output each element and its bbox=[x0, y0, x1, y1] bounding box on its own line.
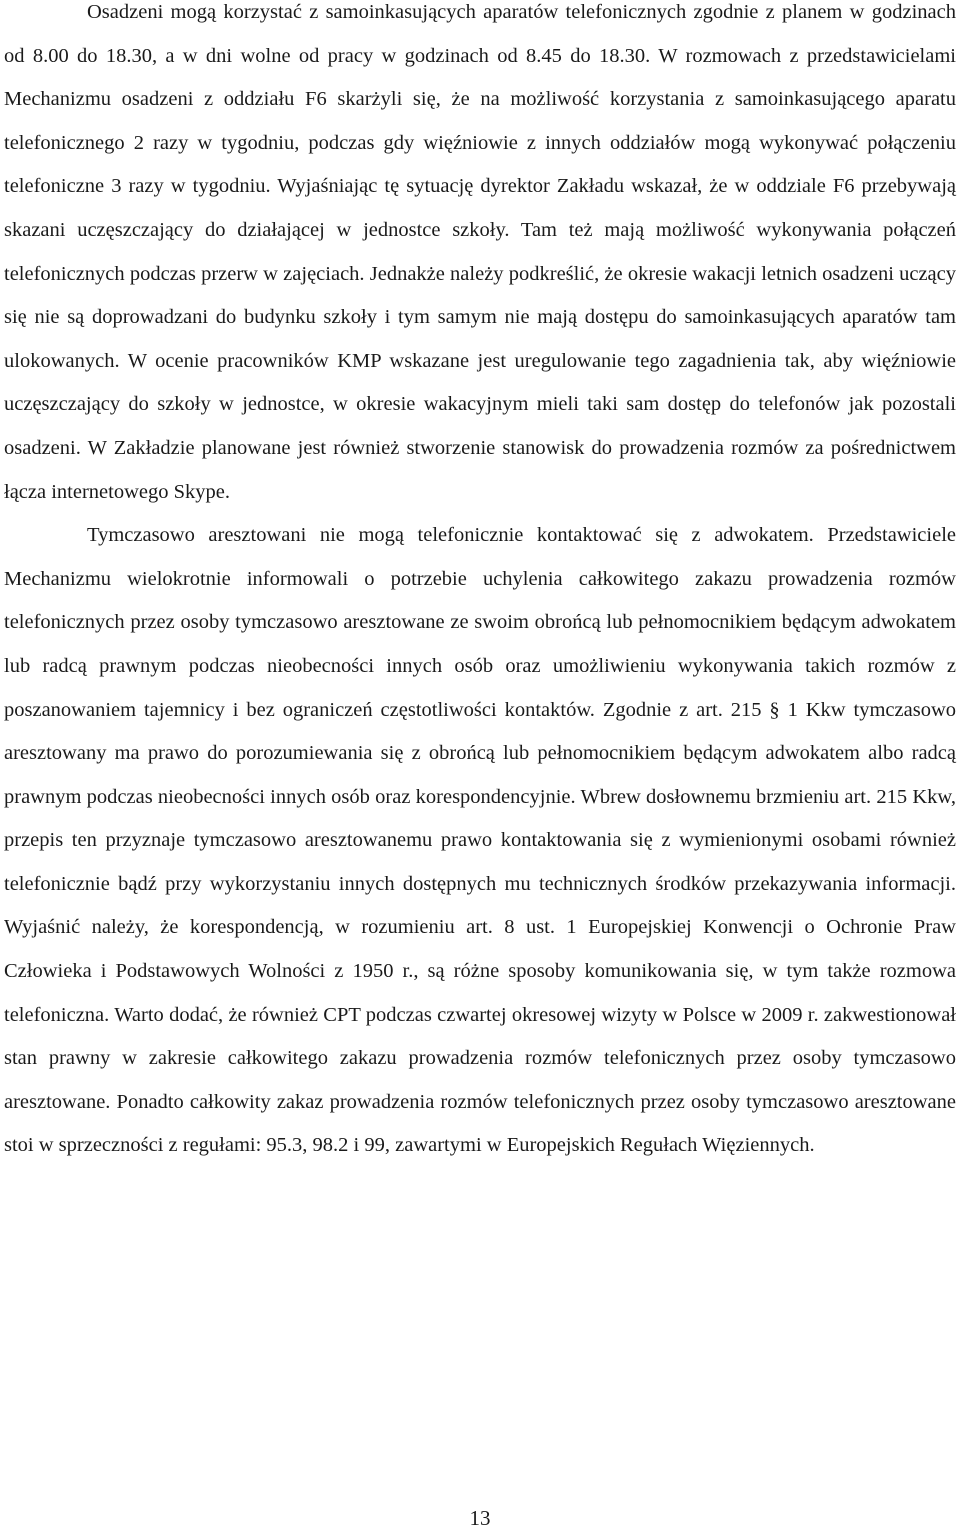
paragraph-phone-access-schedule: Osadzeni mogą korzystać z samoinkasujących aparatów telefonicznych zgodnie z planem w godzinach od 8.00 do 18.30, a w dni wolne od pracy w godzinach od 8.45 do 18.30. W rozmowach z przedstawicielami Mechanizmu osadzeni z oddziału F6 skarżyli się, że na możliwość korzystania z samoinkasującego aparatu telefonicznego 2 razy w tygodniu, podczas gdy więźniowie z innych oddziałów mogą wykonywać połączeniu telefoniczne 3 razy w tygodniu. Wyjaśniając tę sytuację dyrektor Zakładu wskazał, że w oddziale F6 przebywają skazani uczęszczający do działającej w jednostce szkoły. Tam też mają możliwość wykonywania połączeń telefonicznych podczas przerw w zajęciach. Jednakże należy podkreślić, że okresie wakacji letnich osadzeni uczący się nie są doprowadzani do budynku szkoły i tym samym nie mają dostępu do samoinkasujących aparatów tam ulokowanych. W ocenie pracowników KMP wskazane jest uregulowanie tego zagadnienia tak, aby więźniowie uczęszczający do szkoły w jednostce, w okresie wakacyjnym mieli taki sam dostęp do telefonów jak pozostali osadzeni. W Zakładzie planowane jest również stworzenie stanowisk do prowadzenia rozmów za pośrednictwem łącza internetowego Skype. bbox=[4, 1, 956, 503]
document-page bbox=[4, 0, 956, 1537]
page-number: 13 bbox=[469, 1506, 491, 1530]
paragraph-detainee-lawyer-contact: Tymczasowo aresztowani nie mogą telefonicznie kontaktować się z adwokatem. Przedstawiciele Mechanizmu wielokrotnie informowali o potrzebie uchylenia całkowitego zakazu prowadzenia rozmów telefonicznych przez osoby tymczasowo aresztowane ze swoim obrońcą lub pełnomocnikiem będącym adwokatem lub radcą prawnym podczas nieobecności innych osób oraz umożliwieniu wykonywania takich rozmów z poszanowaniem tajemnicy i bez ograniczeń częstotliwości kontaktów. Zgodnie z art. 215 § 1 Kkw tymczasowo aresztowany ma prawo do porozumiewania się z obrońcą lub pełnomocnikiem będącym adwokatem albo radcą prawnym podczas nieobecności innych osób oraz korespondencyjnie. Wbrew dosłownemu brzmieniu art. 215 Kkw, przepis ten przyznaje tymczasowo aresztowanemu prawo kontaktowania się z wymienionymi osobami również telefonicznie bądź przy wykorzystaniu innych dostępnych mu technicznych środków przekazywania informacji. Wyjaśnić należy, że korespondencją, w rozumieniu art. 8 ust. 1 Europejskiej Konwencji o Ochronie Praw Człowieka i Podstawowych Wolności z 1950 r., są różne sposoby komunikowania się, w tym także rozmowa telefoniczna. Warto dodać, że również CPT podczas czwartej okresowej wizyty w Polsce w 2009 r. zakwestionował stan prawny w zakresie całkowitego zakazu prowadzenia rozmów telefonicznych przez osoby tymczasowo aresztowane. Ponadto całkowity zakaz prowadzenia rozmów telefonicznych przez osoby tymczasowo aresztowane stoi w sprzeczności z regułami: 95.3, 98.2 i 99, zawartymi w Europejskich Regułach Więziennych. bbox=[4, 524, 956, 1157]
